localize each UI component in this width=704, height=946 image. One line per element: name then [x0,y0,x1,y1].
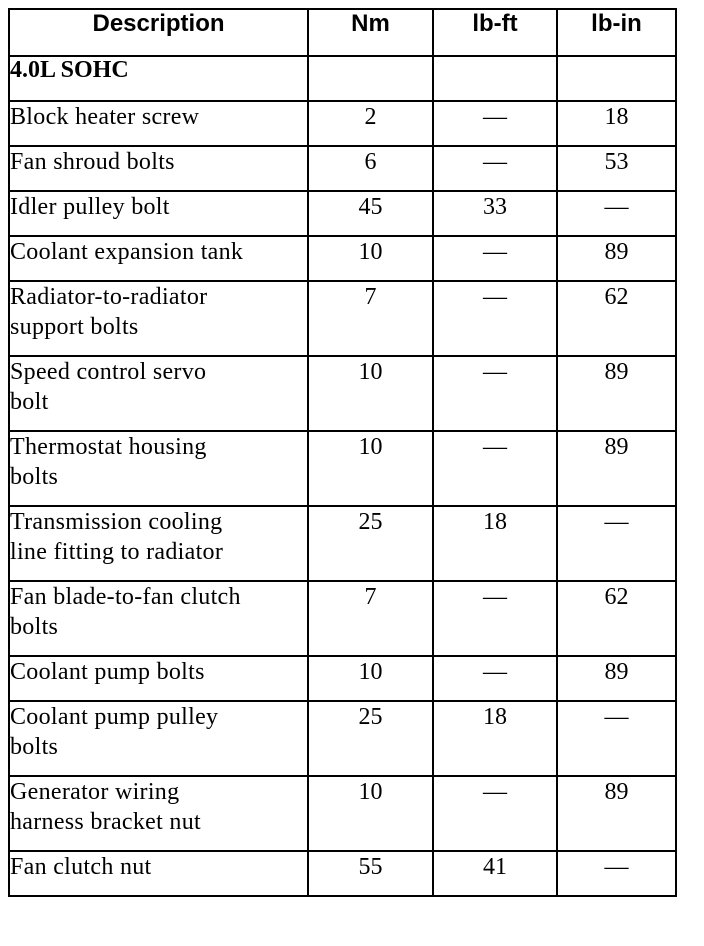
nm-cell: 2 [308,101,433,146]
description-cell: Generator wiring harness bracket nut [9,776,308,851]
table-row [9,506,676,581]
description-cell: Speed control servo bolt [9,356,308,431]
lb-in-cell: 18 [557,101,676,146]
lb-ft-cell: — [433,656,557,701]
lb-ft-cell: 18 [433,701,557,776]
description-cell: Fan clutch nut [9,851,308,896]
lb-in-cell: 89 [557,236,676,281]
table-row [9,236,676,281]
lb-in-cell: 89 [557,776,676,851]
table-row [9,431,676,506]
table-row [9,776,676,851]
table-row [9,281,676,356]
nm-cell: 10 [308,431,433,506]
table-row [9,581,676,656]
lb-ft-cell: — [433,146,557,191]
nm-cell: 10 [308,656,433,701]
torque-spec-table [8,8,677,897]
nm-cell: 10 [308,236,433,281]
nm-cell: 10 [308,356,433,431]
header-description: Description [9,9,308,56]
lb-ft-cell: — [433,776,557,851]
lb-in-cell: 89 [557,431,676,506]
table-body [9,56,676,896]
nm-cell: 6 [308,146,433,191]
lb-in-cell: 89 [557,656,676,701]
lb-in-cell: — [557,191,676,236]
lb-ft-cell: — [433,431,557,506]
lb-ft-cell: — [433,101,557,146]
table-row [9,191,676,236]
lb-in-cell: — [557,701,676,776]
lb-ft-cell: — [433,281,557,356]
nm-cell: 25 [308,506,433,581]
lb-ft-cell: — [433,581,557,656]
header-lb-ft: lb-ft [433,9,557,56]
nm-cell: 7 [308,581,433,656]
description-cell: Coolant expansion tank [9,236,308,281]
section-row [9,56,676,101]
nm-cell: 55 [308,851,433,896]
table-row [9,101,676,146]
lb-in-cell: 89 [557,356,676,431]
description-cell: Idler pulley bolt [9,191,308,236]
lb-in-cell: 62 [557,281,676,356]
lb-ft-cell: — [433,236,557,281]
section-label: 4.0L SOHC [9,56,308,101]
description-cell: Fan blade-to-fan clutch bolts [9,581,308,656]
lb-ft-cell: 18 [433,506,557,581]
nm-cell: 7 [308,281,433,356]
lb-ft-cell: 33 [433,191,557,236]
lb-in-cell: 53 [557,146,676,191]
lb-ft-cell: — [433,356,557,431]
nm-cell: 25 [308,701,433,776]
description-cell: Thermostat housing bolts [9,431,308,506]
lb-in-cell: — [557,506,676,581]
lb-in-cell: — [557,851,676,896]
description-cell: Coolant pump pulley bolts [9,701,308,776]
description-cell: Coolant pump bolts [9,656,308,701]
lb-ft-cell: 41 [433,851,557,896]
table-row [9,146,676,191]
section-empty-cell [557,56,676,101]
lb-in-cell: 62 [557,581,676,656]
table-row [9,701,676,776]
table-row [9,356,676,431]
header-row [9,9,676,56]
description-cell: Transmission cooling line fitting to radiator [9,506,308,581]
header-lb-in: lb-in [557,9,676,56]
section-empty-cell [433,56,557,101]
section-empty-cell [308,56,433,101]
description-cell: Radiator-to-radiator support bolts [9,281,308,356]
table-row [9,851,676,896]
nm-cell: 45 [308,191,433,236]
table-row [9,656,676,701]
description-cell: Fan shroud bolts [9,146,308,191]
nm-cell: 10 [308,776,433,851]
header-nm: Nm [308,9,433,56]
description-cell: Block heater screw [9,101,308,146]
